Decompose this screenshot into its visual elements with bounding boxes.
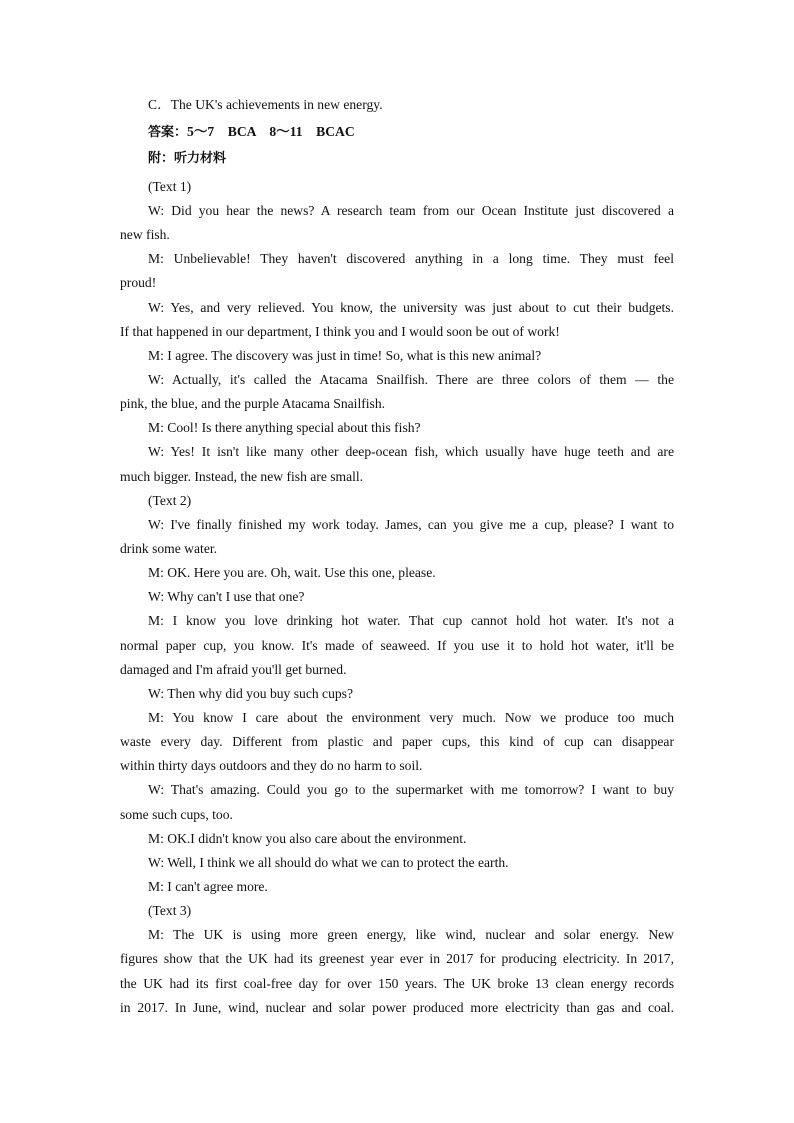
text3-line: figures show that the UK had its greenest year ever in 2017 for producing electricity. In 2017, [120, 951, 674, 966]
text1-line: much bigger. Instead, the new fish are small. [120, 469, 364, 484]
text2-line: M: OK.I didn't know you also care about the environment. [148, 831, 467, 846]
text2-line: M: OK. Here you are. Oh, wait. Use this one, please. [148, 565, 436, 580]
text1-line: W: Actually, it's called the Atacama Snailfish. There are three colors of them — the [148, 372, 674, 387]
text2-line: drink some water. [120, 541, 218, 556]
answer-text: 5～7 BCA 8～11 BCAC [187, 124, 355, 139]
text2-heading: (Text 2) [148, 493, 192, 508]
text2-line: W: Then why did you buy such cups? [148, 686, 354, 701]
text2-line: W: Well, I think we all should do what we can to protect the earth. [148, 855, 509, 870]
text1-line: proud! [120, 275, 157, 290]
text3-line: M: The UK is using more green energy, like wind, nuclear and solar energy. New [148, 927, 674, 942]
text2-line: some such cups, too. [120, 807, 233, 822]
text2-line: M: I can't agree more. [148, 879, 268, 894]
text2-line: M: I know you love drinking hot water. That cup cannot hold hot water. It's not a [148, 613, 674, 628]
text1-line: pink, the blue, and the purple Atacama Snailfish. [120, 396, 386, 411]
text1-line: M: Cool! Is there anything special about this fish? [148, 420, 421, 435]
text2-line: waste every day. Different from plastic and paper cups, this kind of cup can disappear [120, 734, 674, 749]
appendix-label: 附：听力材料 [148, 151, 227, 166]
text1-line: W: Did you hear the news? A research team from our Ocean Institute just discovered a [148, 203, 674, 218]
text2-line: damaged and I'm afraid you'll get burned. [120, 662, 347, 677]
text1-line: new fish. [120, 227, 170, 242]
text3-line: in 2017. In June, wind, nuclear and solar power produced more electricity than gas and coal. [120, 1000, 674, 1015]
text1-heading: (Text 1) [148, 179, 192, 194]
option-c: C．The UK's achievements in new energy. [148, 97, 383, 112]
answer-label: 答案： [148, 125, 188, 140]
text2-line: normal paper cup, you know. It's made of seaweed. If you use it to hold hot water, it'll be [120, 638, 674, 653]
text2-line: W: I've finally finished my work today. James, can you give me a cup, please? I want to [148, 517, 674, 532]
text2-line: within thirty days outdoors and they do no harm to soil. [120, 758, 423, 773]
text2-line: W: Why can't I use that one? [148, 589, 305, 604]
text2-line: W: That's amazing. Could you go to the supermarket with me tomorrow? I want to buy [148, 782, 674, 797]
text1-line: If that happened in our department, I think you and I would soon be out of work! [120, 324, 560, 339]
text2-line: M: You know I care about the environment very much. Now we produce too much [148, 710, 674, 725]
text1-line: W: Yes! It isn't like many other deep-ocean fish, which usually have huge teeth and are [148, 444, 674, 459]
text1-line: M: I agree. The discovery was just in time! So, what is this new animal? [148, 348, 542, 363]
answer-line [148, 124, 355, 141]
text1-line: W: Yes, and very relieved. You know, the university was just about to cut their budgets. [148, 300, 674, 315]
text3-heading: (Text 3) [148, 903, 192, 918]
text1-line: M: Unbelievable! They haven't discovered anything in a long time. They must feel [148, 251, 674, 266]
text3-line: the UK had its first coal-free day for over 150 years. The UK broke 13 clean energy records [120, 976, 674, 991]
